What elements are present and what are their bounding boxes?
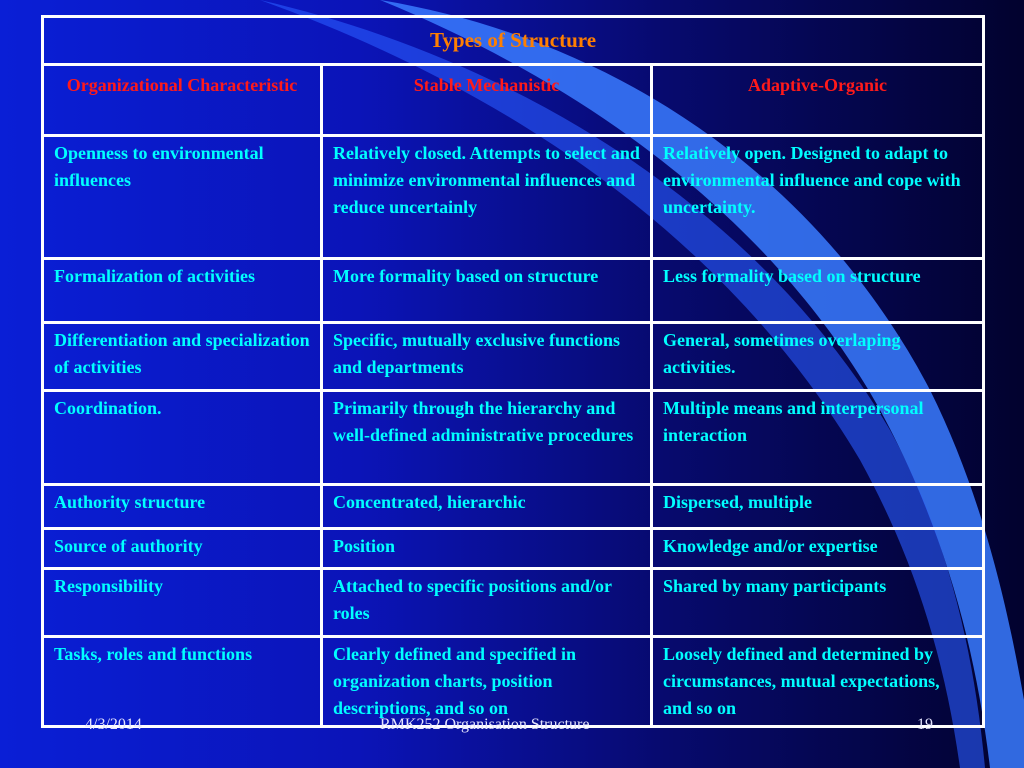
table-row: [43, 323, 984, 391]
table-row: [43, 259, 984, 323]
table-cell: Formalization of activities: [43, 259, 322, 323]
table-row: [43, 391, 984, 485]
table-cell: Multiple means and interpersonal interaction: [652, 391, 984, 485]
table-row: [43, 136, 984, 259]
table-cell: Less formality based on structure: [652, 259, 984, 323]
table-cell: Responsibility: [43, 569, 322, 637]
table-title-row: [43, 17, 984, 65]
table-cell: Concentrated, hierarchic: [322, 485, 652, 529]
table-cell: General, sometimes overlaping activities.: [652, 323, 984, 391]
table-row: [43, 637, 984, 727]
column-header: Adaptive-Organic: [652, 65, 984, 136]
footer-page-number: 19: [917, 716, 933, 733]
table-cell: Relatively closed. Attempts to select and minimize environmental influences and reduce uncertainly: [322, 136, 652, 259]
table-cell: Loosely defined and determined by circumstances, mutual expectations, and so on: [652, 637, 984, 727]
column-header: Stable Mechanistic: [322, 65, 652, 136]
footer-title: RMK252 Organisation Structure: [380, 716, 590, 733]
table-cell: Attached to specific positions and/or roles: [322, 569, 652, 637]
table-cell: Relatively open. Designed to adapt to environmental influence and cope with uncertainty.: [652, 136, 984, 259]
table-cell: Authority structure: [43, 485, 322, 529]
table-cell: Position: [322, 529, 652, 569]
table-cell: Knowledge and/or expertise: [652, 529, 984, 569]
table-row: [43, 529, 984, 569]
table-cell: Differentiation and specialization of activities: [43, 323, 322, 391]
table-cell: More formality based on structure: [322, 259, 652, 323]
table-cell: Primarily through the hierarchy and well-defined administrative procedures: [322, 391, 652, 485]
table-cell: Source of authority: [43, 529, 322, 569]
table-cell: Clearly defined and specified in organization charts, position descriptions, and so on: [322, 637, 652, 727]
table-cell: Shared by many participants: [652, 569, 984, 637]
table-cell: Specific, mutually exclusive functions and departments: [322, 323, 652, 391]
table-header-row: [43, 65, 984, 136]
footer-date: 4/3/2014: [85, 716, 142, 733]
table-cell: Dispersed, multiple: [652, 485, 984, 529]
table-cell: Openness to environmental influences: [43, 136, 322, 259]
table-row: [43, 485, 984, 529]
table-cell: Tasks, roles and functions: [43, 637, 322, 727]
table-title: Types of Structure: [43, 17, 984, 65]
table-row: [43, 569, 984, 637]
structure-comparison-table: [41, 15, 985, 728]
column-header: Organizational Characteristic: [43, 65, 322, 136]
table-cell: Coordination.: [43, 391, 322, 485]
